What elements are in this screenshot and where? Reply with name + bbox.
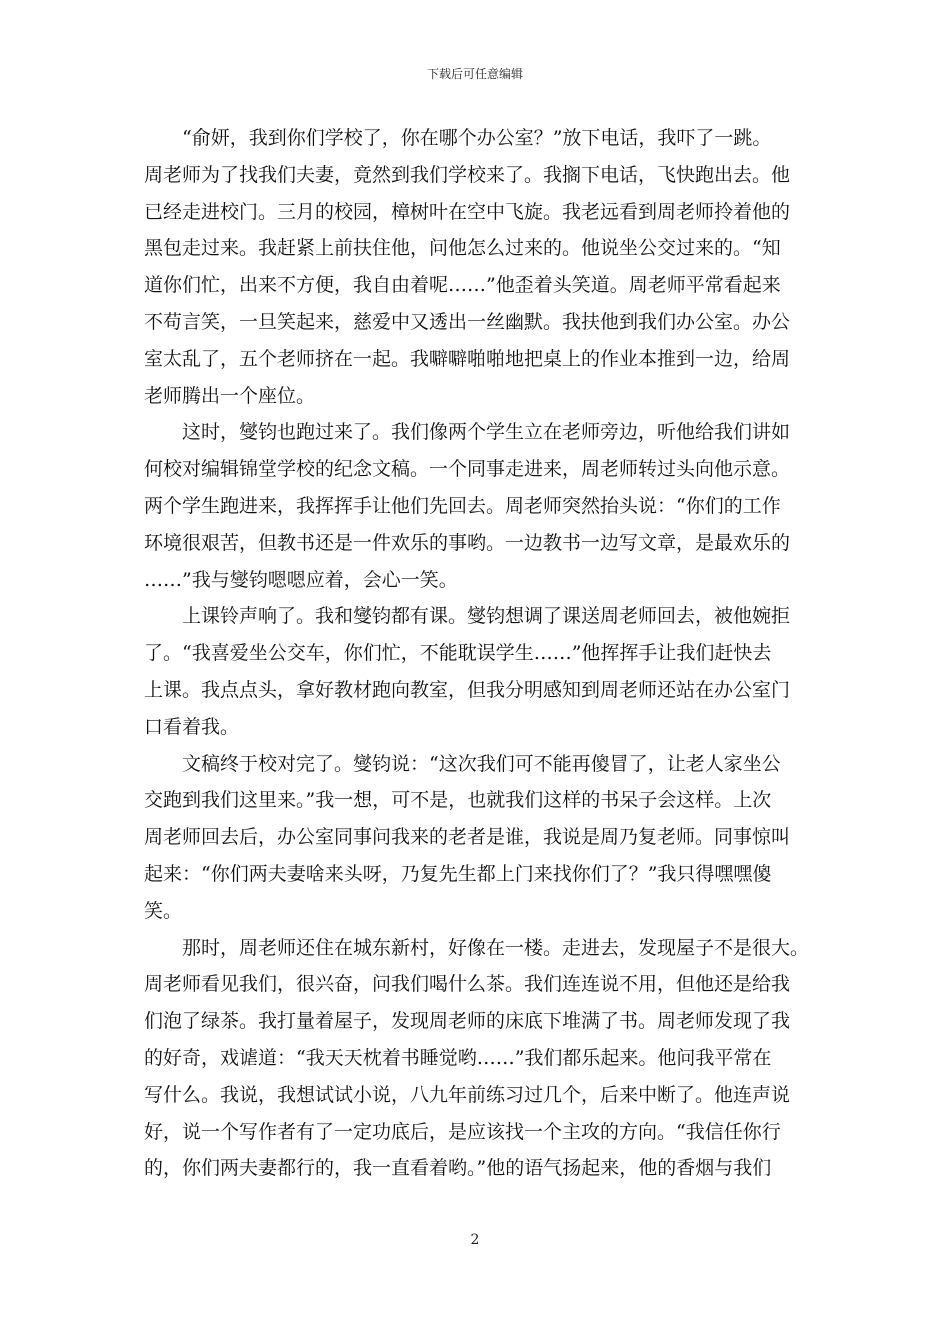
text-line: 口看着我。 (144, 715, 240, 738)
text-line: 写什么。我说，我想试试小说，八九年前练习过几个，后来中断了。他连声说 (144, 1083, 791, 1106)
text-line: ……”我与燮钧嗯嗯应着，会心一笑。 (144, 568, 458, 591)
text-line: 两个学生跑进来，我挥挥手让他们先回去。周老师突然抬头说：“你们的工作 (144, 494, 781, 517)
text-line: 文稿终于校对完了。燮钧说：“这次我们可不能再傻冒了，让老人家坐公 (182, 752, 781, 775)
text-line: 周老师看见我们，很兴奋，问我们喝什么茶。我们连连说不用，但他还是给我 (144, 973, 791, 996)
text-line: 的，你们两夫妻都行的，我一直看着哟。”他的语气扬起来，他的香烟与我们 (144, 1157, 772, 1180)
text-line: 好，说一个写作者有了一定功底后，是应该找一个主攻的方向。“我信任你行 (144, 1120, 781, 1143)
text-line: 不苟言笑，一旦笑起来，慈爱中又透出一丝幽默。我扶他到我们办公室。办公 (144, 310, 791, 333)
text-line: 环境很艰苦，但教书还是一件欢乐的事哟。一边教书一边写文章，是最欢乐的 (144, 531, 791, 554)
text-line: 上课铃声响了。我和燮钧都有课。燮钧想调了课送周老师回去，被他婉拒 (182, 605, 791, 628)
text-line: 上课。我点点头，拿好教材跑向教室，但我分明感知到周老师还站在办公室门 (144, 678, 791, 701)
text-line: 那时，周老师还住在城东新村，好像在一楼。走进去，发现屋子不是很大。 (182, 936, 810, 959)
text-line: 已经走进校门。三月的校园，樟树叶在空中飞旋。我老远看到周老师拎着他的 (144, 200, 791, 223)
text-line: 交跑到我们这里来。”我一想，可不是，也就我们这样的书呆子会这样。上次 (144, 789, 772, 812)
text-line: 周老师回去后，办公室同事问我来的老者是谁，我说是周乃复老师。同事惊叫 (144, 826, 791, 849)
text-line: 道你们忙，出来不方便，我自由着呢……”他歪着头笑道。周老师平常看起来 (144, 274, 781, 297)
text-line: 老师腾出一个座位。 (144, 384, 316, 407)
text-line: 了。“我喜爱坐公交车，你们忙，不能耽误学生……”他挥挥手让我们赶快去 (144, 642, 772, 665)
document-body (144, 120, 834, 1187)
text-line: “俞妍，我到你们学校了，你在哪个办公室？”放下电话，我吓了一跳。 (182, 127, 772, 149)
text-line: 的好奇，戏谑道：“我天天枕着书睡觉哟……”我们都乐起来。他问我平常在 (144, 1046, 772, 1069)
text-line: 笑。 (144, 899, 183, 922)
text-line: 这时，燮钧也跑过来了。我们像两个学生立在老师旁边，听他给我们讲如 (182, 421, 791, 444)
text-line: 周老师为了找我们夫妻，竟然到我们学校来了。我搁下电话，飞快跑出去。他 (144, 163, 791, 186)
text-line: 黑包走过来。我赶紧上前扶住他，问他怎么过来的。他说坐公交过来的。“知 (144, 237, 781, 260)
text-line: 起来：“你们两夫妻啥来头呀，乃复先生都上门来找你们了？”我只得嘿嘿傻 (144, 862, 772, 885)
text-line: 何校对编辑锦堂学校的纪念文稿。一个同事走进来，周老师转过头向他示意。 (144, 458, 791, 481)
page-header: 下载后可任意编辑 (426, 67, 523, 81)
text-line: 室太乱了，五个老师挤在一起。我噼噼啪啪地把桌上的作业本推到一边，给周 (144, 347, 791, 370)
page-number: 2 (470, 1232, 480, 1248)
text-line: 们泡了绿茶。我打量着屋子，发现周老师的床底下堆满了书。周老师发现了我 (144, 1010, 791, 1033)
